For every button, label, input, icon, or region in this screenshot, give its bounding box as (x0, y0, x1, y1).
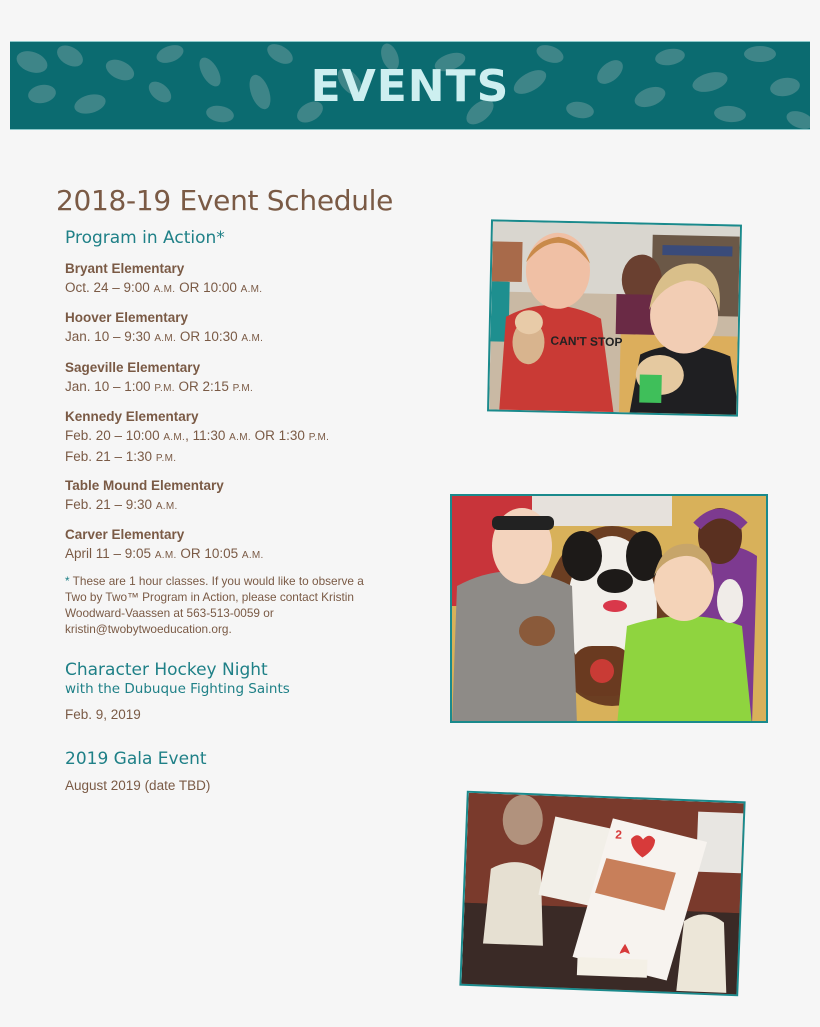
program-in-action-heading: Program in Action* (65, 228, 225, 248)
svg-text:2: 2 (615, 827, 623, 842)
asterisk: * (65, 574, 70, 588)
gala-date: August 2019 (date TBD) (65, 778, 211, 793)
school-date: Jan. 10 – 1:00 P.M. OR 2:15 P.M. (65, 379, 254, 394)
mascot-photo-icon (452, 496, 768, 723)
school-name: Carver Elementary (65, 527, 185, 542)
school-name: Table Mound Elementary (65, 478, 224, 493)
hockey-date: Feb. 9, 2019 (65, 707, 141, 722)
school-entry-hoover (65, 308, 263, 348)
school-name: Sageville Elementary (65, 360, 201, 375)
hockey-night-heading (65, 660, 290, 697)
school-date: Feb. 20 – 10:00 A.M., 11:30 A.M. OR 1:30 P.M. (65, 428, 330, 443)
photo-classroom-kids (487, 219, 742, 416)
page-title: 2018-19 Event Schedule (56, 184, 394, 217)
school-entry-carver (65, 525, 264, 565)
school-name: Hoover Elementary (65, 310, 189, 325)
classroom-photo-icon (489, 221, 742, 416)
hockey-title: Character Hockey Night (65, 660, 268, 680)
photo-mascot-kids (450, 494, 768, 723)
banner-title: EVENTS (310, 61, 510, 112)
school-date: Oct. 24 – 9:00 A.M. OR 10:00 A.M. (65, 280, 263, 295)
photo-gala-table (459, 791, 745, 997)
school-name: Bryant Elementary (65, 261, 185, 276)
school-entry-table-mound (65, 476, 224, 516)
gala-photo-icon (461, 793, 745, 996)
school-entry-kennedy (65, 407, 329, 468)
gala-heading: 2019 Gala Event (65, 749, 207, 769)
note-text: These are 1 hour classes. If you would like to observe a Two by Two™ Program in Action, please contact Kristin Woodward-Vaassen at 563-513-0059 or kristin@twobytwoeducation.org. (65, 574, 364, 636)
school-date: Feb. 21 – 1:30 P.M. (65, 449, 177, 464)
hockey-subtitle: with the Dubuque Fighting Saints (65, 681, 290, 697)
events-banner (10, 41, 810, 130)
school-name: Kennedy Elementary (65, 409, 199, 424)
school-date: Feb. 21 – 9:30 A.M. (65, 497, 178, 512)
school-entry-bryant (65, 259, 262, 299)
school-date: Jan. 10 – 9:30 A.M. OR 10:30 A.M. (65, 329, 264, 344)
school-entry-sageville (65, 358, 253, 398)
svg-text:CAN'T STOP: CAN'T STOP (550, 333, 623, 350)
program-note (65, 573, 385, 637)
school-date: April 11 – 9:05 A.M. OR 10:05 A.M. (65, 546, 264, 561)
